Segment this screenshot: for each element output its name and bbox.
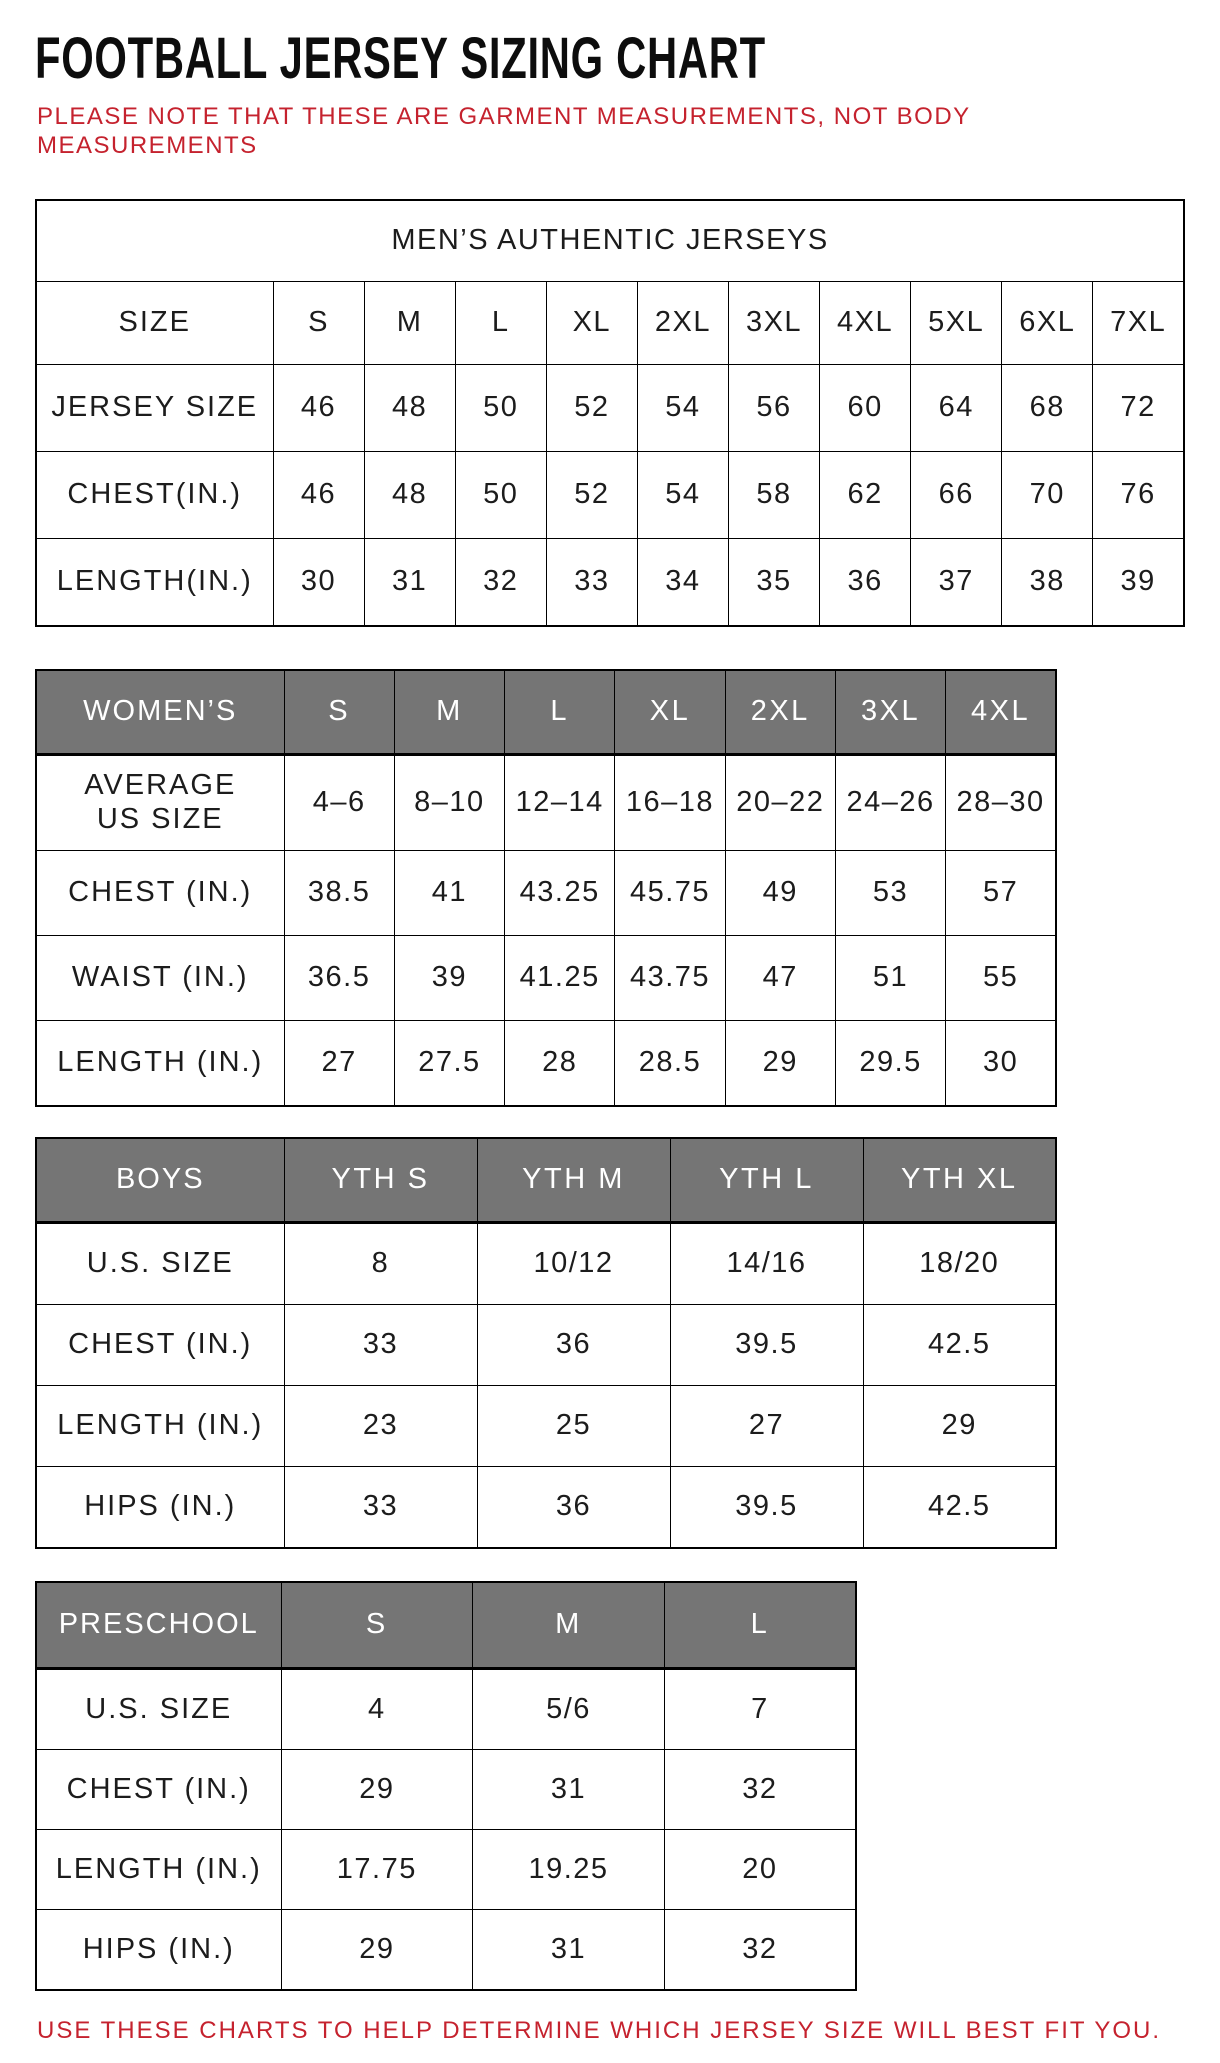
mens-value-cell: 50 — [455, 451, 546, 538]
boys-value-cell: 36 — [477, 1466, 670, 1548]
mens-value-cell: 54 — [637, 364, 728, 451]
boys-row-label: LENGTH (IN.) — [36, 1385, 284, 1466]
preschool-value-cell: 20 — [664, 1829, 856, 1909]
boys-row — [36, 1466, 1056, 1548]
womens-row-label: LENGTH (IN.) — [36, 1020, 284, 1106]
preschool-value-cell: 7 — [664, 1668, 856, 1749]
womens-column-header: M — [394, 670, 504, 755]
womens-row-label: AVERAGE US SIZE — [36, 754, 284, 850]
mens-column-header: 6XL — [1002, 281, 1093, 364]
boys-size-table — [35, 1137, 1057, 1549]
womens-value-cell: 16–18 — [615, 754, 725, 850]
womens-size-table — [35, 669, 1057, 1107]
boys-header-row — [36, 1138, 1056, 1223]
mens-value-cell: 46 — [273, 451, 364, 538]
womens-column-header: S — [284, 670, 394, 755]
mens-row-label: JERSEY SIZE — [36, 364, 273, 451]
boys-value-cell: 33 — [284, 1466, 477, 1548]
mens-header-label: SIZE — [36, 281, 273, 364]
preschool-value-cell: 32 — [664, 1909, 856, 1990]
womens-row — [36, 850, 1056, 935]
mens-column-header: 7XL — [1093, 281, 1184, 364]
preschool-column-header: S — [281, 1582, 473, 1669]
womens-value-cell: 55 — [946, 935, 1056, 1020]
womens-value-cell: 36.5 — [284, 935, 394, 1020]
mens-header-row — [36, 281, 1184, 364]
mens-value-cell: 33 — [546, 538, 637, 626]
womens-value-cell: 39 — [394, 935, 504, 1020]
womens-value-cell: 29.5 — [835, 1020, 945, 1106]
mens-column-header: M — [364, 281, 455, 364]
preschool-value-cell: 29 — [281, 1909, 473, 1990]
womens-value-cell: 43.25 — [505, 850, 615, 935]
mens-value-cell: 66 — [911, 451, 1002, 538]
mens-value-cell: 52 — [546, 451, 637, 538]
womens-column-header: 4XL — [946, 670, 1056, 755]
mens-value-cell: 62 — [820, 451, 911, 538]
boys-header-label: BOYS — [36, 1138, 284, 1223]
womens-row-label: CHEST (IN.) — [36, 850, 284, 935]
womens-row — [36, 754, 1056, 850]
mens-value-cell: 54 — [637, 451, 728, 538]
preschool-size-table — [35, 1581, 857, 1991]
womens-row-label: WAIST (IN.) — [36, 935, 284, 1020]
mens-value-cell: 64 — [911, 364, 1002, 451]
boys-row — [36, 1222, 1056, 1304]
mens-value-cell: 50 — [455, 364, 546, 451]
womens-value-cell: 4–6 — [284, 754, 394, 850]
womens-value-cell: 41.25 — [505, 935, 615, 1020]
womens-value-cell: 30 — [946, 1020, 1056, 1106]
womens-value-cell: 28.5 — [615, 1020, 725, 1106]
preschool-value-cell: 31 — [473, 1909, 665, 1990]
mens-column-header: 4XL — [820, 281, 911, 364]
mens-column-header: 3XL — [728, 281, 819, 364]
preschool-row-label: LENGTH (IN.) — [36, 1829, 281, 1909]
preschool-header-row — [36, 1582, 856, 1669]
mens-value-cell: 48 — [364, 364, 455, 451]
boys-value-cell: 18/20 — [863, 1222, 1056, 1304]
mens-value-cell: 31 — [364, 538, 455, 626]
preschool-row — [36, 1909, 856, 1990]
mens-value-cell: 32 — [455, 538, 546, 626]
womens-value-cell: 20–22 — [725, 754, 835, 850]
mens-value-cell: 34 — [637, 538, 728, 626]
womens-value-cell: 57 — [946, 850, 1056, 935]
preschool-row — [36, 1749, 856, 1829]
mens-value-cell: 68 — [1002, 364, 1093, 451]
preschool-row — [36, 1668, 856, 1749]
preschool-value-cell: 32 — [664, 1749, 856, 1829]
preschool-value-cell: 5/6 — [473, 1668, 665, 1749]
preschool-header-label: PRESCHOOL — [36, 1582, 281, 1669]
mens-row — [36, 538, 1184, 626]
boys-value-cell: 39.5 — [670, 1304, 863, 1385]
womens-column-header: 3XL — [835, 670, 945, 755]
mens-value-cell: 39 — [1093, 538, 1184, 626]
mens-value-cell: 76 — [1093, 451, 1184, 538]
boys-column-header: YTH L — [670, 1138, 863, 1223]
womens-value-cell: 49 — [725, 850, 835, 935]
womens-value-cell: 29 — [725, 1020, 835, 1106]
mens-value-cell: 37 — [911, 538, 1002, 626]
mens-value-cell: 46 — [273, 364, 364, 451]
mens-row-label: LENGTH(IN.) — [36, 538, 273, 626]
mens-banner-title: MEN’S AUTHENTIC JERSEYS — [36, 200, 1184, 282]
preschool-row-label: CHEST (IN.) — [36, 1749, 281, 1829]
boys-value-cell: 23 — [284, 1385, 477, 1466]
womens-column-header: 2XL — [725, 670, 835, 755]
mens-column-header: 5XL — [911, 281, 1002, 364]
boys-row-label: HIPS (IN.) — [36, 1466, 284, 1548]
preschool-column-header: M — [473, 1582, 665, 1669]
womens-value-cell: 53 — [835, 850, 945, 935]
boys-row — [36, 1385, 1056, 1466]
womens-value-cell: 28–30 — [946, 754, 1056, 850]
womens-value-cell: 27.5 — [394, 1020, 504, 1106]
boys-value-cell: 10/12 — [477, 1222, 670, 1304]
mens-column-header: L — [455, 281, 546, 364]
womens-row — [36, 935, 1056, 1020]
mens-size-table — [35, 199, 1185, 627]
mens-value-cell: 38 — [1002, 538, 1093, 626]
mens-value-cell: 36 — [820, 538, 911, 626]
mens-banner-row — [36, 200, 1184, 282]
boys-value-cell: 29 — [863, 1385, 1056, 1466]
size-tables-container — [35, 199, 1190, 1991]
boys-value-cell: 33 — [284, 1304, 477, 1385]
mens-value-cell: 35 — [728, 538, 819, 626]
womens-value-cell: 41 — [394, 850, 504, 935]
preschool-row — [36, 1829, 856, 1909]
mens-column-header: S — [273, 281, 364, 364]
garment-measurements-note: PLEASE NOTE THAT THESE ARE GARMENT MEASUREMENTS, NOT BODY MEASUREMENTS — [37, 103, 971, 160]
womens-value-cell: 38.5 — [284, 850, 394, 935]
preschool-column-header: L — [664, 1582, 856, 1669]
boys-row-label: CHEST (IN.) — [36, 1304, 284, 1385]
womens-value-cell: 28 — [505, 1020, 615, 1106]
page-title: FOOTBALL JERSEY SIZING CHART — [35, 26, 766, 91]
womens-value-cell: 12–14 — [505, 754, 615, 850]
boys-column-header: YTH S — [284, 1138, 477, 1223]
preschool-row-label: HIPS (IN.) — [36, 1909, 281, 1990]
preschool-value-cell: 4 — [281, 1668, 473, 1749]
mens-column-header: 2XL — [637, 281, 728, 364]
mens-value-cell: 56 — [728, 364, 819, 451]
womens-value-cell: 27 — [284, 1020, 394, 1106]
womens-value-cell: 51 — [835, 935, 945, 1020]
preschool-value-cell: 17.75 — [281, 1829, 473, 1909]
womens-header-row — [36, 670, 1056, 755]
preschool-value-cell: 31 — [473, 1749, 665, 1829]
mens-value-cell: 30 — [273, 538, 364, 626]
mens-column-header: XL — [546, 281, 637, 364]
mens-value-cell: 52 — [546, 364, 637, 451]
womens-value-cell: 8–10 — [394, 754, 504, 850]
preschool-row-label: U.S. SIZE — [36, 1668, 281, 1749]
boys-value-cell: 36 — [477, 1304, 670, 1385]
womens-header-label: WOMEN’S — [36, 670, 284, 755]
mens-value-cell: 60 — [820, 364, 911, 451]
footer-note: USE THESE CHARTS TO HELP DETERMINE WHICH JERSEY SIZE WILL BEST FIT YOU. — [37, 2016, 1162, 2044]
mens-row-label: CHEST(IN.) — [36, 451, 273, 538]
preschool-value-cell: 29 — [281, 1749, 473, 1829]
mens-value-cell: 72 — [1093, 364, 1184, 451]
boys-column-header: YTH M — [477, 1138, 670, 1223]
boys-value-cell: 14/16 — [670, 1222, 863, 1304]
mens-row — [36, 364, 1184, 451]
mens-value-cell: 70 — [1002, 451, 1093, 538]
boys-value-cell: 8 — [284, 1222, 477, 1304]
boys-value-cell: 27 — [670, 1385, 863, 1466]
womens-column-header: XL — [615, 670, 725, 755]
mens-value-cell: 58 — [728, 451, 819, 538]
boys-row-label: U.S. SIZE — [36, 1222, 284, 1304]
boys-column-header: YTH XL — [863, 1138, 1056, 1223]
womens-value-cell: 43.75 — [615, 935, 725, 1020]
womens-value-cell: 24–26 — [835, 754, 945, 850]
boys-row — [36, 1304, 1056, 1385]
boys-value-cell: 39.5 — [670, 1466, 863, 1548]
mens-value-cell: 48 — [364, 451, 455, 538]
mens-row — [36, 451, 1184, 538]
womens-value-cell: 47 — [725, 935, 835, 1020]
womens-column-header: L — [505, 670, 615, 755]
womens-row — [36, 1020, 1056, 1106]
boys-value-cell: 25 — [477, 1385, 670, 1466]
boys-value-cell: 42.5 — [863, 1304, 1056, 1385]
preschool-value-cell: 19.25 — [473, 1829, 665, 1909]
boys-value-cell: 42.5 — [863, 1466, 1056, 1548]
womens-value-cell: 45.75 — [615, 850, 725, 935]
